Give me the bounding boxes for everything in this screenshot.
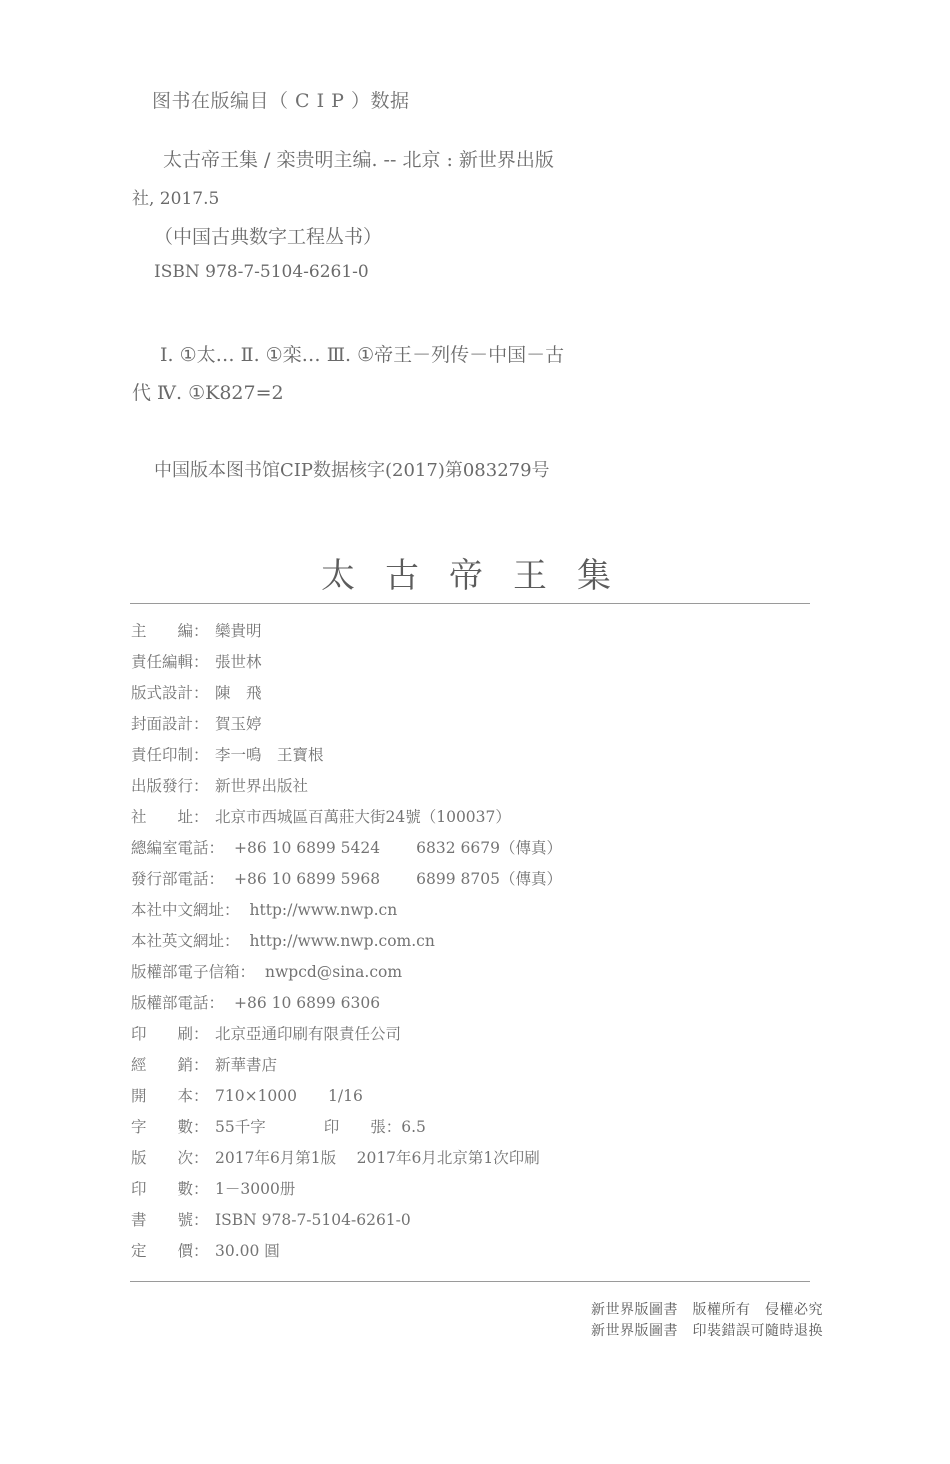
credit-row-address: 社 址： 北京市西城區百萬莊大街24號（100037） [131, 808, 511, 826]
cip-title-line: 太古帝王集 / 栾贵明主编. -- 北京 : 新世界出版 [163, 149, 554, 171]
credit-row-editorial-phone: 總編室電話： +86 10 6899 5424 6832 6679（傳真） [131, 839, 562, 857]
credit-row-english-website: 本社英文網址： http://www.nwp.com.cn [131, 932, 435, 950]
credit-row-layout-design: 版式設計： 陳 飛 [131, 684, 262, 702]
book-title: 太古帝王集 [321, 556, 641, 596]
copyright-notice: 新世界版圖書 版權所有 侵權必究 [591, 1302, 823, 1318]
credit-row-print-run: 印 數： 1－3000册 [131, 1180, 296, 1198]
title-divider [130, 603, 810, 604]
credit-row-cover-design: 封面設計： 賀玉婷 [131, 715, 262, 733]
credit-row-format: 開 本： 710×1000 1/16 [131, 1087, 363, 1105]
credit-row-edition: 版 次： 2017年6月第1版 2017年6月北京第1次印刷 [131, 1149, 540, 1167]
credit-row-print-supervisor: 責任印制： 李一鳴 王寶根 [131, 746, 324, 764]
credit-row-distribution-phone: 發行部電話： +86 10 6899 5968 6899 8705（傳真） [131, 870, 562, 888]
credit-row-editor: 主 編： 欒貴明 [131, 622, 262, 640]
credit-row-price: 定 價： 30.00 圓 [131, 1242, 280, 1260]
cip-series-line: （中国古典数字工程丛书） [154, 226, 383, 248]
footer-divider [130, 1281, 810, 1282]
cip-classification-line: Ⅰ. ①太… Ⅱ. ①栾… Ⅲ. ①帝王－列传－中国－古 [160, 344, 565, 366]
cip-isbn-line: ISBN 978-7-5104-6261-0 [154, 262, 369, 282]
credit-row-chinese-website: 本社中文網址： http://www.nwp.cn [131, 901, 398, 919]
cip-record-number: 中国版本图书馆CIP数据核字(2017)第083279号 [154, 460, 550, 481]
credit-row-isbn: 書 號： ISBN 978-7-5104-6261-0 [131, 1211, 411, 1229]
credit-row-distributor: 經 銷： 新華書店 [131, 1056, 278, 1074]
credit-row-copyright-phone: 版權部電話： +86 10 6899 6306 [131, 994, 381, 1012]
cip-header: 图书在版编目（ C I P ）数据 [152, 90, 410, 112]
cip-classification-line-2: 代 Ⅳ. ①K827=2 [132, 382, 284, 404]
credit-row-copyright-email: 版權部電子信箱： nwpcd@sina.com [131, 963, 403, 981]
misprint-notice: 新世界版圖書 印裝錯誤可隨時退换 [591, 1323, 823, 1339]
credit-row-word-count: 字 數： 55千字 印 張：6.5 [131, 1118, 426, 1136]
credit-row-printer: 印 刷： 北京亞通印刷有限責任公司 [131, 1025, 402, 1043]
credit-row-publisher: 出版發行： 新世界出版社 [131, 777, 309, 795]
credit-row-responsible-editor: 責任編輯： 張世林 [131, 653, 262, 671]
colophon-credits [131, 619, 562, 1270]
cip-publisher-line: 社, 2017.5 [132, 189, 220, 209]
